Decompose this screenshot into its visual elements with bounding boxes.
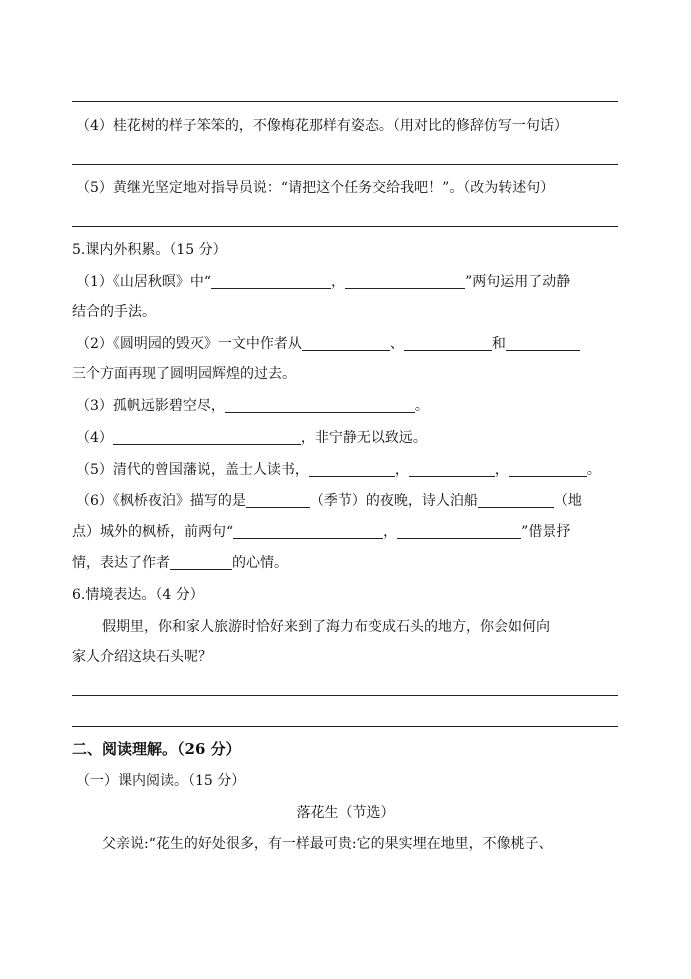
answer-line: [72, 164, 618, 165]
answer-line: [72, 726, 618, 727]
fill-blank[interactable]: [397, 524, 521, 539]
question-5-1-cont: 结合的手法。: [72, 304, 156, 320]
answer-line: [72, 695, 618, 696]
question-4-4: （4）桂花树的样子笨笨的，不像梅花那样有姿态。（用对比的修辞仿写一句话）: [76, 118, 568, 134]
fill-blank[interactable]: [509, 462, 587, 477]
question-6-prompt-cont: 家人介绍这块石头呢？: [72, 649, 212, 665]
fill-blank[interactable]: [302, 336, 390, 351]
fill-blank[interactable]: [404, 336, 492, 351]
fill-blank[interactable]: [225, 398, 415, 413]
fill-blank[interactable]: [345, 274, 465, 289]
fill-blank[interactable]: [170, 555, 232, 570]
question-6-title: 6.情境表达。（4 分）: [72, 587, 204, 603]
section-heading: 二、阅读理解。（26 分）: [72, 740, 241, 758]
passage-title: 落花生（节选）: [296, 805, 395, 821]
fill-blank[interactable]: [478, 493, 554, 508]
fill-blank[interactable]: [506, 336, 580, 351]
question-5-1: （1）《山居秋暝》中“ ， ”两句运用了动静: [76, 274, 571, 290]
answer-line: [72, 101, 618, 102]
fill-blank[interactable]: [211, 274, 331, 289]
fill-blank[interactable]: [409, 462, 495, 477]
question-5-6-cont: 点）城外的枫桥，前两句“ ， ”借景抒: [72, 524, 571, 540]
question-5-title: 5.课内外积累。（15 分）: [72, 242, 227, 258]
passage-text: 父亲说:“花生的好处很多，有一样最可贵:它的果实埋在地里，不像桃子、: [102, 836, 553, 852]
fill-blank[interactable]: [309, 462, 395, 477]
question-5-3: （3）孤帆远影碧空尽， 。: [76, 398, 429, 414]
question-6-prompt: 假期里，你和家人旅游时恰好来到了海力布变成石头的地方，你会如何向: [102, 619, 550, 635]
question-5-6-cont2: 情，表达了作者 的心情。: [72, 555, 288, 571]
question-5-6: （6）《枫桥夜泊》描写的是 （季节）的夜晚，诗人泊船 （地: [76, 493, 582, 509]
question-4-5: （5）黄继光坚定地对指导员说：“请把这个任务交给我吧！”。（改为转述句）: [76, 180, 555, 196]
fill-blank[interactable]: [113, 430, 301, 445]
question-5-2: （2）《圆明园的毁灭》一文中作者从 、 和: [76, 334, 621, 354]
fill-blank[interactable]: [246, 493, 310, 508]
answer-line: [72, 226, 618, 227]
fill-blank[interactable]: [233, 524, 383, 539]
question-5-5: （5）清代的曾国藩说，盖士人读书， ， ， 。: [76, 462, 601, 478]
question-5-2-cont: 三个方面再现了圆明园辉煌的过去。: [72, 366, 296, 382]
subsection-heading: （一）课内阅读。（15 分）: [76, 773, 246, 789]
question-5-4: （4） ，非宁静无以致远。: [76, 430, 427, 446]
